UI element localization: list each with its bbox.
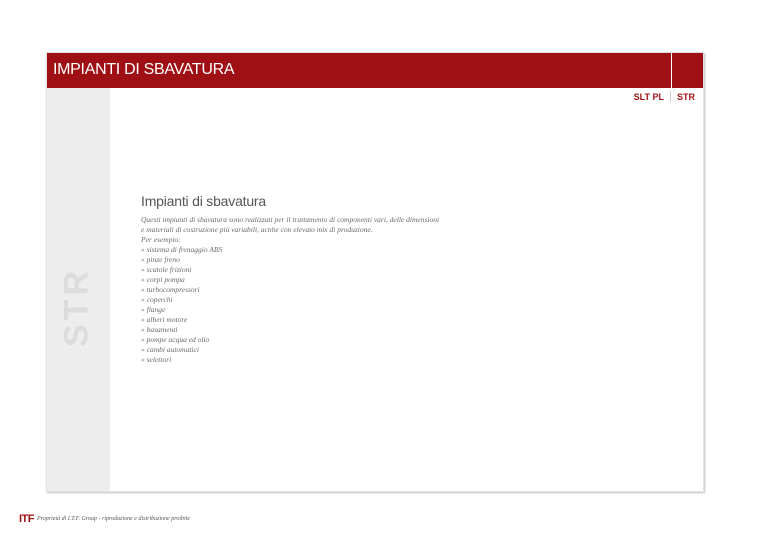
example-label: Per esempio: bbox=[141, 235, 181, 244]
intro-line: Questi impianti di sbavatura sono realizzati per il trattamento di componenti vari, delle dimensioni bbox=[141, 215, 440, 224]
example-list bbox=[141, 245, 641, 365]
section-tabs bbox=[628, 91, 697, 102]
tab-str[interactable]: STR bbox=[677, 91, 695, 102]
footer bbox=[19, 513, 190, 525]
list-item: » scatole frizioni bbox=[141, 265, 192, 274]
list-item: » coperchi bbox=[141, 295, 173, 304]
list-item: » alberi motore bbox=[141, 315, 188, 324]
footer-copyright: Proprietà di I.T.F. Group - riproduzione e distribuzione proibite bbox=[37, 516, 191, 522]
list-item: » cambi automatici bbox=[141, 345, 199, 354]
list-item: » selettori bbox=[141, 355, 172, 364]
slide-frame bbox=[46, 52, 704, 492]
list-item: » sistema di frenaggio ABS bbox=[141, 245, 223, 254]
itf-logo: ITF bbox=[19, 513, 34, 525]
page-title: IMPIANTI DI SBAVATURA bbox=[53, 61, 235, 78]
list-item: » turbocompressori bbox=[141, 285, 200, 294]
header-bar bbox=[47, 53, 703, 88]
intro-paragraph bbox=[141, 215, 641, 235]
list-item: » pompe acqua ed olio bbox=[141, 335, 210, 344]
list-item: » corpi pompa bbox=[141, 275, 185, 284]
sidebar bbox=[47, 88, 110, 491]
tab-slt-pl[interactable]: SLT PL bbox=[633, 91, 664, 102]
sidebar-vertical-label: STR bbox=[57, 267, 96, 347]
header-divider bbox=[671, 53, 672, 88]
list-item: » basamenti bbox=[141, 325, 178, 334]
content-title: Impianti di sbavatura bbox=[141, 193, 266, 209]
intro-line: e materiali di costruzione più variabili, acnhe con elevato mix di produzione. bbox=[141, 225, 373, 234]
list-item: » flange bbox=[141, 305, 166, 314]
list-item: » pinze freno bbox=[141, 255, 180, 264]
content-block bbox=[141, 193, 641, 365]
